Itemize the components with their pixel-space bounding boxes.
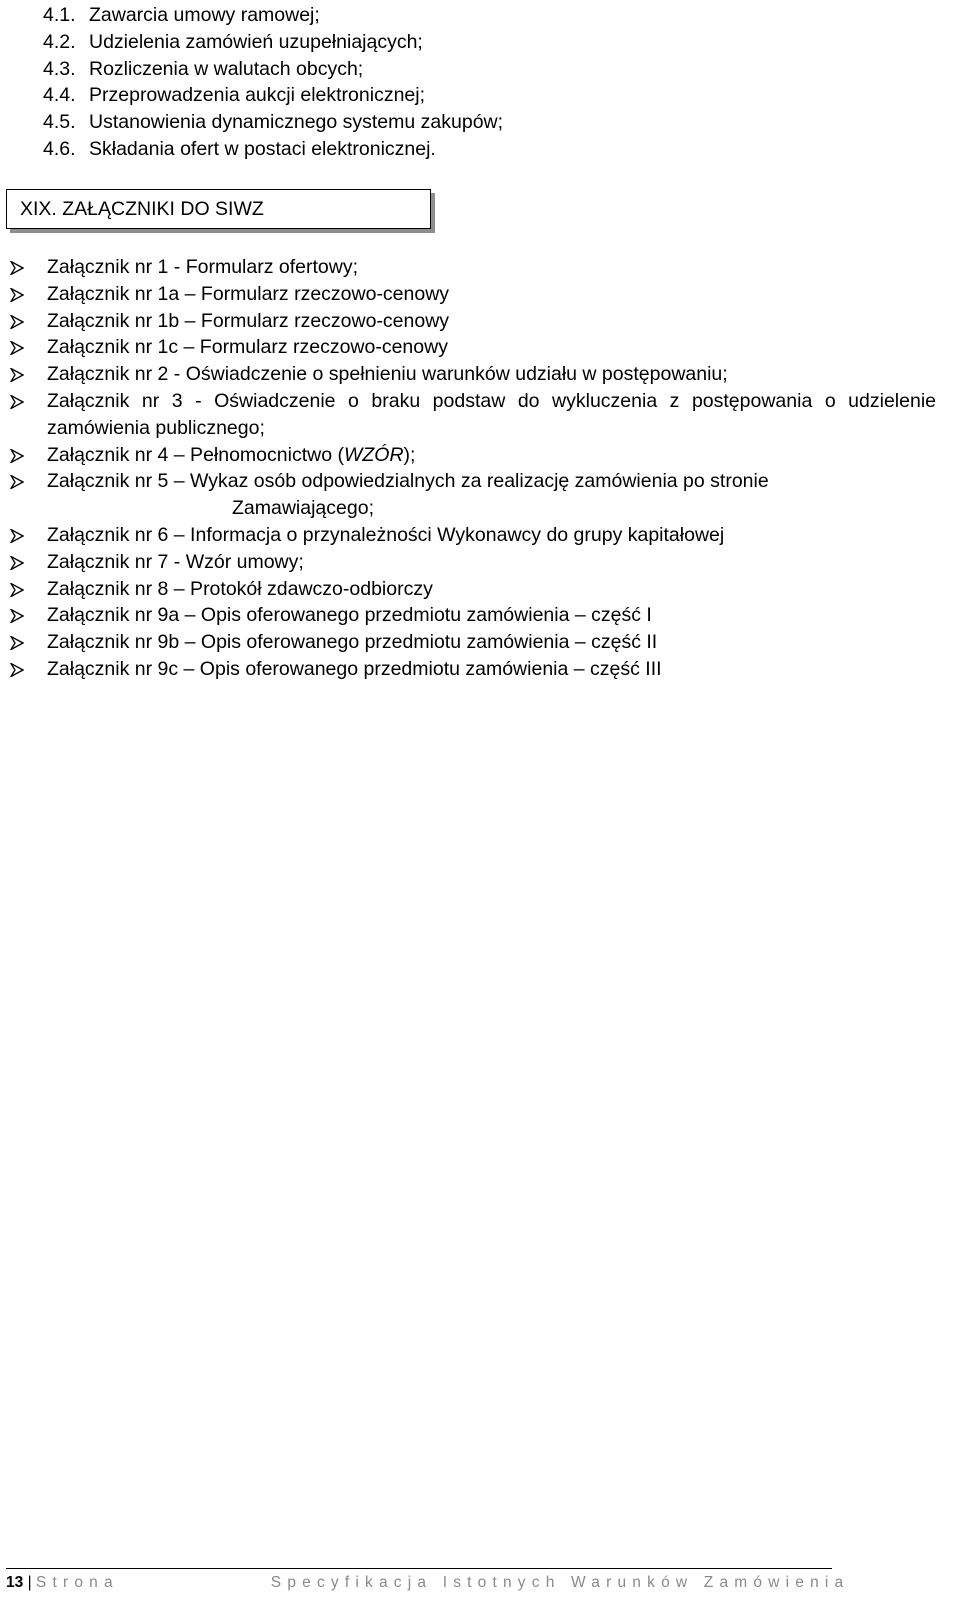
page-footer xyxy=(6,1574,849,1592)
list-item-number: 4.1. xyxy=(43,4,76,26)
arrow-bullet-icon xyxy=(10,449,24,463)
attachment-item xyxy=(10,334,936,361)
running-title: Specyfikacja Istotnych Warunków Zamówienia xyxy=(270,1574,850,1591)
attachment-text-continuation: Zamawiającego; xyxy=(232,497,374,520)
attachment-item xyxy=(10,629,936,656)
list-item-number: 4.4. xyxy=(43,84,76,107)
attachment-text: Załącznik nr 3 - Oświadczenie o braku podstaw do wykluczenia z postępowania o udzielenie zamówienia publicznego; xyxy=(47,389,936,439)
list-item-text: Przeprowadzenia aukcji elektronicznej; xyxy=(89,84,426,107)
list-item-text: Ustanowienia dynamicznego systemu zakupów; xyxy=(89,111,504,134)
attachment-item xyxy=(10,602,936,629)
attachment-item xyxy=(10,522,936,549)
arrow-bullet-icon xyxy=(10,529,24,543)
attachment-text: Załącznik nr 9b – Opis oferowanego przedmiotu zamówienia – część II xyxy=(47,631,658,654)
list-item-number: 4.3. xyxy=(43,57,76,80)
arrow-bullet-icon xyxy=(10,368,24,382)
attachments-list xyxy=(10,254,936,683)
arrow-bullet-icon xyxy=(10,609,24,623)
attachment-text: Załącznik nr 7 - Wzór umowy; xyxy=(47,550,304,573)
footer-separator: | xyxy=(27,1574,32,1591)
list-item-text: Zawarcia umowy ramowej; xyxy=(89,4,320,26)
attachment-item xyxy=(10,388,936,442)
arrow-bullet-icon xyxy=(10,288,24,302)
attachment-item xyxy=(10,576,936,603)
list-item-text: Udzielenia zamówień uzupełniających; xyxy=(89,30,423,53)
attachment-item xyxy=(10,254,936,281)
list-item-number: 4.2. xyxy=(43,30,76,53)
attachment-item xyxy=(10,281,936,308)
list-item-text: Rozliczenia w walutach obcych; xyxy=(89,57,364,80)
footer-rule xyxy=(6,1568,832,1569)
arrow-bullet-icon xyxy=(10,663,24,677)
attachment-text: Załącznik nr 1a – Formularz rzeczowo-cenowy xyxy=(47,282,450,305)
attachment-text: Załącznik nr 1b – Formularz rzeczowo-cenowy xyxy=(47,309,450,332)
arrow-bullet-icon xyxy=(10,475,24,489)
list-item xyxy=(43,56,503,83)
attachment-text: Załącznik nr 2 - Oświadczenie o spełnieniu warunków udziału w postępowaniu; xyxy=(47,363,728,386)
list-item xyxy=(43,136,503,163)
arrow-bullet-icon xyxy=(10,395,24,409)
attachment-text: Załącznik nr 9a – Opis oferowanego przedmiotu zamówienia – część I xyxy=(47,604,652,627)
list-item xyxy=(43,2,503,29)
list-item-number: 4.6. xyxy=(43,137,76,160)
page-label: Strona xyxy=(35,1574,119,1591)
section-heading: XIX. ZAŁĄCZNIKI DO SIWZ xyxy=(20,198,264,220)
attachment-item xyxy=(10,468,936,522)
attachment-item xyxy=(10,361,936,388)
attachment-text: Załącznik nr 4 – Pełnomocnictwo ( xyxy=(47,443,344,466)
attachment-text: Załącznik nr 1 - Formularz ofertowy; xyxy=(47,256,359,278)
list-item xyxy=(43,109,503,136)
arrow-bullet-icon xyxy=(10,583,24,597)
arrow-bullet-icon xyxy=(10,261,24,275)
arrow-bullet-icon xyxy=(10,341,24,355)
attachment-text: Załącznik nr 9c – Opis oferowanego przedmiotu zamówienia – część III xyxy=(47,657,662,680)
attachment-item xyxy=(10,442,936,469)
arrow-bullet-icon xyxy=(10,556,24,570)
attachment-text: Załącznik nr 6 – Informacja o przynależności Wykonawcy do grupy kapitałowej xyxy=(47,523,725,546)
page-number: 13 xyxy=(6,1574,24,1591)
section-heading-box xyxy=(6,189,431,229)
list-item xyxy=(43,29,503,56)
attachment-text: Załącznik nr 5 – Wykaz osób odpowiedzialnych za realizację zamówienia po stronie xyxy=(47,470,769,493)
numbered-list xyxy=(43,2,503,163)
arrow-bullet-icon xyxy=(10,636,24,650)
list-item xyxy=(43,82,503,109)
attachment-item xyxy=(10,656,936,683)
attachment-text: Załącznik nr 1c – Formularz rzeczowo-cenowy xyxy=(47,336,448,359)
attachment-text-end: ); xyxy=(403,443,416,466)
attachment-text: Załącznik nr 8 – Protokół zdawczo-odbiorczy xyxy=(47,577,433,600)
attachment-item xyxy=(10,308,936,335)
list-item-number: 4.5. xyxy=(43,111,76,134)
list-item-text: Składania ofert w postaci elektronicznej. xyxy=(89,137,436,160)
attachment-emphasis: WZÓR xyxy=(343,443,404,466)
arrow-bullet-icon xyxy=(10,315,24,329)
attachment-item xyxy=(10,549,936,576)
